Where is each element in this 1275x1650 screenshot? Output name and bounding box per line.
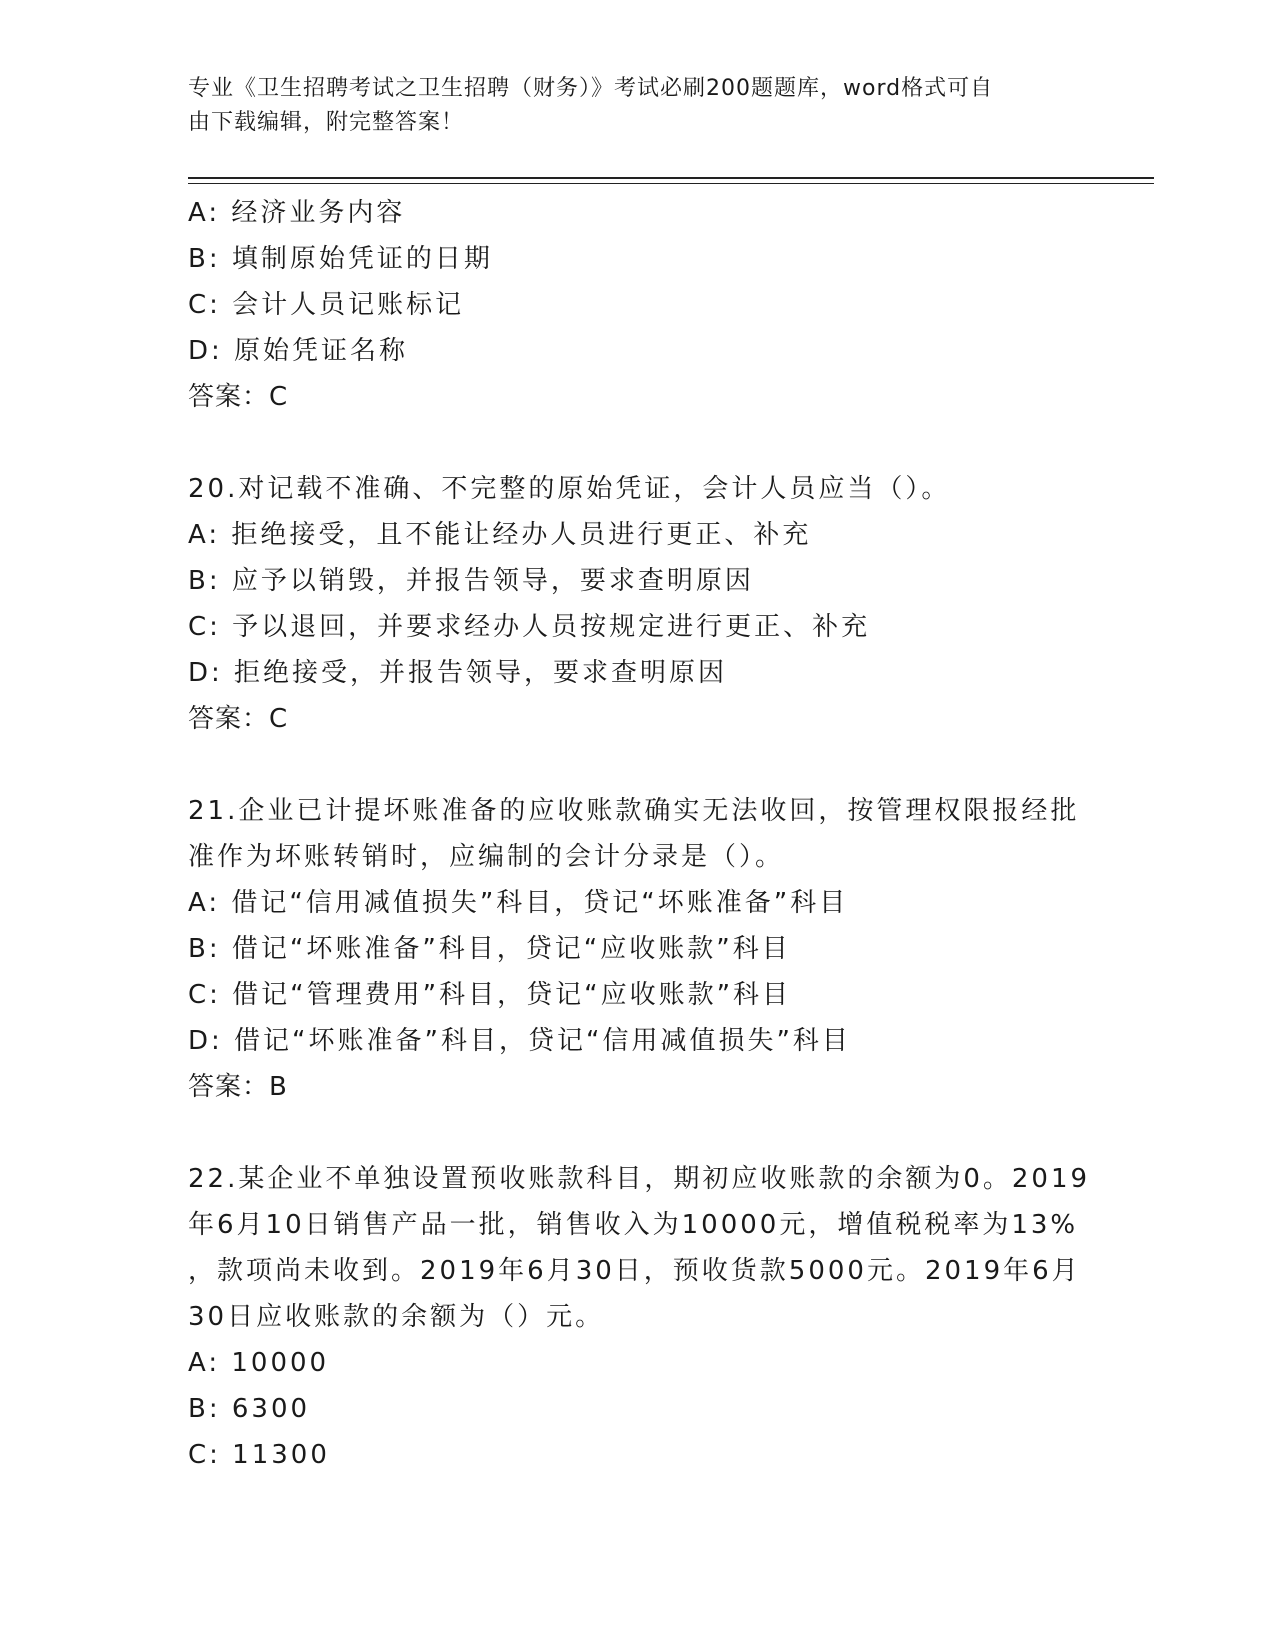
header-line-2: 由下载编辑，附完整答案！ — [188, 110, 465, 135]
option-d: D: 拒绝接受，并报告领导，要求查明原因 — [188, 658, 728, 688]
option-d: D: 借记“坏账准备”科目，贷记“信用减值损失”科目 — [188, 1026, 851, 1056]
question-19-tail — [188, 190, 1118, 420]
document-header — [188, 72, 1068, 140]
answer: 答案：C — [188, 704, 289, 734]
option-c: C: 予以退回，并要求经办人员按规定进行更正、补充 — [188, 612, 871, 642]
question-20 — [188, 466, 1118, 742]
header-line-1: 专业《卫生招聘考试之卫生招聘（财务）》考试必刷200题题库，word格式可自 — [188, 76, 994, 101]
option-a: A: 拒绝接受，且不能让经办人员进行更正、补充 — [188, 520, 812, 550]
option-b: B: 应予以销毁，并报告领导，要求查明原因 — [188, 566, 754, 596]
question-21 — [188, 788, 1118, 1110]
question-stem: 22.某企业不单独设置预收账款科目，期初应收账款的余额为0。2019 — [188, 1164, 1091, 1194]
question-22 — [188, 1156, 1118, 1478]
header-rule-thin — [188, 183, 1154, 184]
question-stem: 准作为坏账转销时，应编制的会计分录是（）。 — [188, 842, 785, 872]
question-stem: 21.企业已计提坏账准备的应收账款确实无法收回，按管理权限报经批 — [188, 796, 1080, 826]
option-a: A: 10000 — [188, 1348, 330, 1378]
question-list — [188, 190, 1118, 1478]
option-a: A: 经济业务内容 — [188, 198, 406, 228]
option-d: D: 原始凭证名称 — [188, 336, 409, 366]
option-b: B: 借记“坏账准备”科目，贷记“应收账款”科目 — [188, 934, 791, 964]
option-b: B: 填制原始凭证的日期 — [188, 244, 493, 274]
question-stem: 年6月10日销售产品一批，销售收入为10000元，增值税税率为13% — [188, 1210, 1079, 1240]
option-c: C: 借记“管理费用”科目，贷记“应收账款”科目 — [188, 980, 792, 1010]
option-b: B: 6300 — [188, 1394, 311, 1424]
question-stem: 20.对记载不准确、不完整的原始凭证，会计人员应当（）。 — [188, 474, 951, 504]
option-c: C: 会计人员记账标记 — [188, 290, 465, 320]
answer: 答案：C — [188, 382, 289, 412]
option-a: A: 借记“信用减值损失”科目，贷记“坏账准备”科目 — [188, 888, 849, 918]
question-stem: ，款项尚未收到。2019年6月30日，预收货款5000元。2019年6月 — [188, 1256, 1081, 1286]
answer: 答案：B — [188, 1072, 288, 1102]
question-stem: 30日应收账款的余额为（）元。 — [188, 1302, 605, 1332]
header-rule-thick — [188, 177, 1154, 179]
option-c: C: 11300 — [188, 1440, 330, 1470]
